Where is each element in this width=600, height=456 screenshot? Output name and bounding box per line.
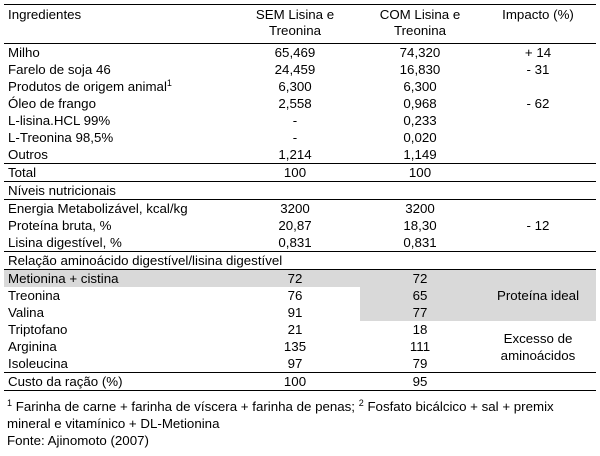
impact-value: - 12 <box>526 218 550 233</box>
table-row <box>4 270 596 288</box>
amino-name: Triptofano <box>8 322 68 337</box>
com-value: 77 <box>360 304 480 321</box>
section-title-row <box>4 182 596 200</box>
com-value: 18 <box>412 322 428 337</box>
com-value: 0,831 <box>360 234 480 252</box>
sem-value: 97 <box>287 356 303 371</box>
impact-value <box>480 234 596 252</box>
total-row <box>4 164 596 182</box>
footnote-text: $^1$ Farinha de carne + farinha de víscera + farinha de penas; $^2$ Fosfato bicálcico + sal + premix mineral e vitamínico + DL-Metionina <box>7 398 554 431</box>
cost-impact <box>480 373 596 391</box>
table-row <box>4 234 596 252</box>
cost-sem: 100 <box>230 373 360 391</box>
ingredient-name: Produtos de origem animal$^1$ <box>8 78 172 94</box>
amino-section-title: Relação aminoácido digestível/lisina digestível <box>4 252 596 270</box>
com-value: 72 <box>360 270 480 288</box>
com-value: 3200 <box>405 201 435 216</box>
header-impacto: Impacto (%) <box>480 5 596 44</box>
nutri-name: Proteína bruta, % <box>8 218 112 233</box>
amino-name: Arginina <box>8 339 57 354</box>
section-title-row <box>4 252 596 270</box>
table-row <box>4 321 596 338</box>
sem-value: 65,469 <box>274 45 316 60</box>
footnotes <box>7 398 597 449</box>
sem-value: 0,831 <box>230 234 360 252</box>
impact-value: - 62 <box>526 96 550 111</box>
amino-name: Isoleucina <box>8 356 68 371</box>
ingredient-name: L-Treonina 98,5% <box>8 130 114 145</box>
impact-value <box>480 146 596 164</box>
impact-value <box>480 129 596 146</box>
total-label: Total <box>4 164 230 182</box>
impact-value: + 14 <box>524 45 552 60</box>
table-row <box>4 61 596 78</box>
com-value: 111 <box>409 339 431 354</box>
sem-value: 21 <box>287 322 303 337</box>
table-header <box>4 5 596 44</box>
ingredient-name: Óleo de frango <box>8 96 96 111</box>
footnote-mark: 2 <box>358 398 364 408</box>
nutri-section-title: Níveis nutricionais <box>4 182 596 200</box>
sem-value: 72 <box>230 270 360 288</box>
total-com: 100 <box>360 164 480 182</box>
source-text: Fonte: Ajinomoto (2007) <box>7 433 149 448</box>
com-value: 0,233 <box>403 113 437 128</box>
com-value: 18,30 <box>403 218 437 233</box>
com-value: 65 <box>360 287 480 304</box>
com-value: 16,830 <box>399 62 441 77</box>
cost-label: Custo da ração (%) <box>4 373 230 391</box>
ration-table <box>4 4 596 391</box>
sem-value: 2,558 <box>278 96 312 111</box>
sem-value: - <box>292 130 298 145</box>
amino-name: Metionina + cistina <box>4 270 230 288</box>
com-value: 0,020 <box>403 130 437 145</box>
sem-value: 3200 <box>280 201 310 216</box>
group-proteina-ideal: Proteína ideal <box>480 270 596 322</box>
footnote-mark: 1 <box>7 398 13 408</box>
sem-value: 76 <box>287 288 303 303</box>
com-value: 1,149 <box>403 147 437 162</box>
cost-com: 95 <box>360 373 480 391</box>
impact-value <box>480 78 596 95</box>
ingredient-name: Outros <box>8 147 48 162</box>
table-row <box>4 112 596 129</box>
amino-name: Valina <box>8 305 44 320</box>
table-row <box>4 44 596 62</box>
header-com: COM Lisina e Treonina <box>360 5 480 44</box>
sem-value: 20,87 <box>278 218 312 233</box>
ingredient-name: Milho <box>8 45 40 60</box>
table-row <box>4 146 596 164</box>
cost-row <box>4 373 596 391</box>
sem-value: - <box>292 113 298 128</box>
sem-value: 24,459 <box>274 62 316 77</box>
header-ingredientes: Ingredientes <box>4 5 230 44</box>
group-excesso: Excesso de aminoácidos <box>500 330 576 363</box>
table-row <box>4 129 596 146</box>
nutri-name: Energia Metabolizável, kcal/kg <box>8 201 188 216</box>
sem-value: 91 <box>287 305 303 320</box>
impact-value <box>480 112 596 129</box>
table-row <box>4 78 596 95</box>
com-value: 0,968 <box>403 96 437 111</box>
com-value: 79 <box>412 356 428 371</box>
sem-value: 6,300 <box>278 79 312 94</box>
table-row <box>4 95 596 112</box>
sem-value: 1,214 <box>278 147 312 162</box>
table-row <box>4 200 596 218</box>
footnote-mark: 1 <box>166 78 172 88</box>
impact-value <box>480 200 596 218</box>
com-value: 6,300 <box>403 79 437 94</box>
table-row <box>4 217 596 234</box>
ingredient-name: Farelo de soja 46 <box>8 62 111 77</box>
nutri-name: Lisina digestível, % <box>4 234 230 252</box>
amino-name: Treonina <box>8 288 60 303</box>
total-sem: 100 <box>230 164 360 182</box>
com-value: 74,320 <box>399 45 441 60</box>
ingredient-name: L-lisina.HCL 99% <box>8 113 111 128</box>
header-sem: SEM Lisina e Treonina <box>230 5 360 44</box>
impact-value: - 31 <box>526 62 550 77</box>
sem-value: 135 <box>283 339 307 354</box>
total-impact <box>480 164 596 182</box>
